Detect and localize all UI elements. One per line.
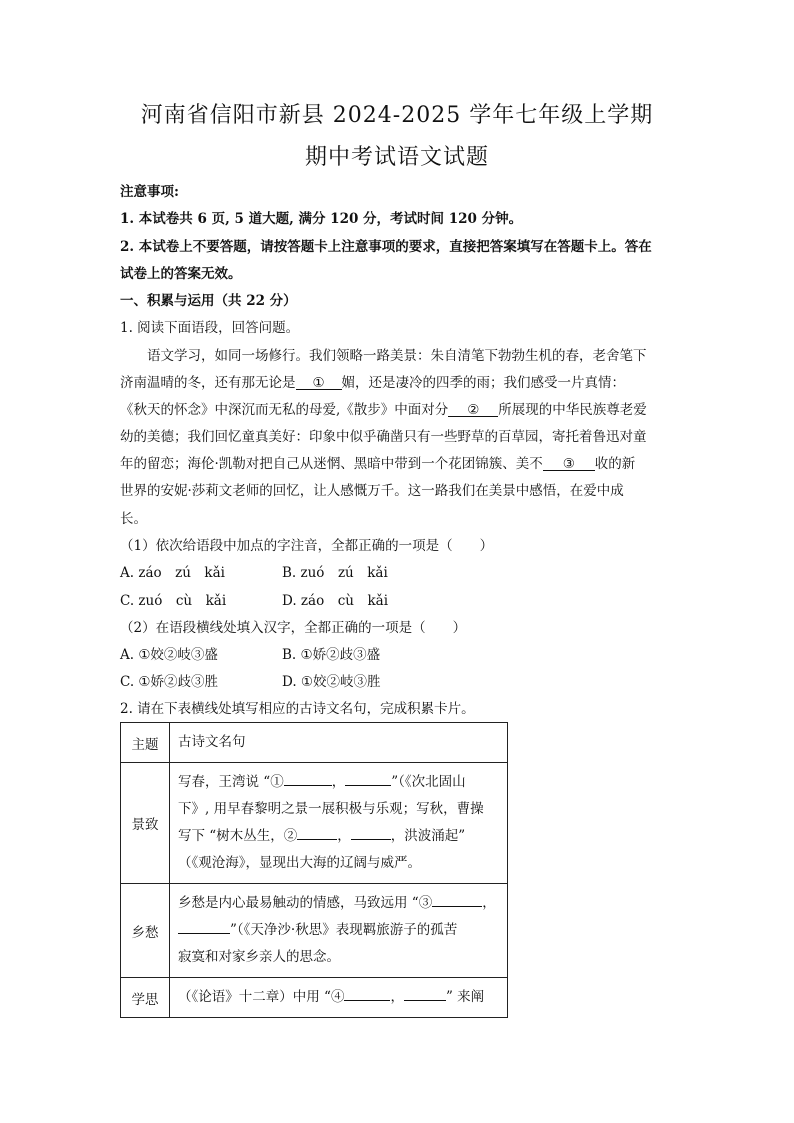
content-text: 写春，王湾说 “① (178, 774, 284, 790)
table-header-row (121, 723, 508, 763)
passage-line-2 (120, 371, 680, 391)
answer-blank (351, 825, 391, 840)
content-text: （《论语》十二章）中用 “④ (178, 989, 345, 1005)
answer-blank (284, 771, 332, 786)
passage-text: 媚，还是凄冷的四季的雨；我们感受一片真情： (341, 375, 625, 391)
content-line (178, 769, 499, 796)
notes-heading: 注意事项: (120, 184, 179, 200)
content-text: ” 来阐 (445, 989, 485, 1005)
row-content-scenery (170, 763, 508, 884)
note-2-line2: 试卷上的答案无效。 (120, 266, 242, 282)
passage-text: 《秋天的怀念》中深沉而无私的母爱,《散步》中面对分 (120, 402, 449, 418)
sub-question-1: （1）依次给语段中加点的字注音，全都正确的一项是（ ） (120, 538, 494, 554)
sub2-option-b: B. ①娇②歧③盛 (282, 647, 381, 663)
passage-text: 济南温晴的冬，还有那无论是 (120, 375, 296, 391)
sub2-option-a: A. ①姣②岐③盛 (120, 647, 218, 663)
content-text: ， (337, 828, 351, 844)
content-line: 寂寞和对家乡亲人的思念。 (178, 949, 340, 965)
content-line: （《观沧海》，显现出大海的辽阔与威严。 (178, 855, 421, 871)
sub2-option-d: D. ①姣②岐③胜 (282, 674, 381, 690)
passage-line-3 (120, 398, 680, 418)
sub1-option-a: A. záo zú kǎi (120, 565, 225, 581)
passage-line-1: 语文学习，如同一场修行。我们领略一路美景：朱自清笔下勃勃生机的春，老舍笔下 (147, 348, 647, 364)
table-header-lines: 古诗文名句 (170, 723, 508, 763)
content-line (178, 823, 499, 850)
passage-text: 所展现的中华民族尊老爱 (498, 402, 647, 418)
table-row (121, 978, 508, 1018)
passage-text: 年的留恋；海伦·凯勒对把自己从迷惘、黑暗中带到一个花团锦簇、美不 (120, 456, 543, 472)
note-1: 1. 本试卷共 6 页, 5 道大题, 满分 120 分，考试时间 120 分钟。 (120, 211, 523, 227)
content-text: ， (390, 989, 404, 1005)
content-line (178, 917, 499, 944)
content-text: ， (331, 774, 346, 790)
content-text: 写下 “树木丛生，② (178, 828, 298, 844)
content-line: 下》, 用早春黎明之景一展积极与乐观；写秋，曹操 (178, 801, 484, 817)
answer-blank (344, 986, 390, 1001)
passage-line-5 (120, 452, 680, 472)
answer-blank (345, 771, 391, 786)
passage-line-6: 世界的安妮·莎莉文老师的回忆，让人感慨万千。这一路我们在美景中感悟，在爱中成 (120, 483, 624, 499)
blank-2 (448, 402, 498, 417)
row-content-homesick (170, 884, 508, 978)
passage-line-4: 幼的美德；我们回忆童真美好：印象中似乎确凿只有一些野草的百草园，寄托着鲁迅对童 (120, 429, 647, 445)
content-text: ”（《次北固山 (391, 774, 466, 790)
content-line (178, 984, 499, 1011)
row-content-study (170, 978, 508, 1018)
sub2-option-c: C. ①娇②歧③胜 (120, 674, 219, 690)
row-topic-homesick: 乡愁 (121, 884, 170, 978)
passage-text: 收的新 (594, 456, 636, 472)
content-text: ”（《天净沙·秋思》表现羁旅游子的孤苦 (230, 922, 458, 938)
row-topic-study: 学思 (121, 978, 170, 1018)
question-1: 1. 阅读下面语段，回答问题。 (120, 320, 300, 336)
content-text: 乡愁是内心最易触动的情感，马致远用 “③ (178, 895, 433, 911)
section-1-heading: 一、积累与运用（共 22 分） (120, 293, 297, 309)
sub-question-2: （2）在语段横线处填入汉字，全都正确的一项是（ ） (120, 620, 467, 636)
blank-marker: ② (467, 402, 480, 418)
content-text: ， (482, 895, 496, 911)
sub1-option-c: C. zuó cù kǎi (120, 593, 227, 609)
content-line (178, 890, 499, 917)
poetry-card-table (120, 722, 508, 1018)
note-2-line1: 2. 本试卷上不要答题，请按答题卡上注意事项的要求，直接把答案填写在答题卡上。答在 (120, 239, 652, 255)
exam-title-line2: 期中考试语文试题 (304, 145, 489, 170)
answer-blank (297, 825, 337, 840)
blank-marker: ③ (562, 456, 575, 472)
exam-title-line1: 河南省信阳市新县 2024-2025 学年七年级上学期 (140, 103, 654, 128)
table-row (121, 763, 508, 884)
question-2: 2. 请在下表横线处填写相应的古诗文名句，完成积累卡片。 (120, 701, 475, 717)
answer-blank (178, 919, 230, 934)
blank-3 (543, 456, 595, 471)
sub1-option-d: D. záo cù kǎi (282, 593, 389, 609)
answer-blank (404, 986, 446, 1001)
answer-blank (432, 892, 482, 907)
table-header-topic: 主题 (121, 723, 170, 763)
content-text: ，洪波涌起” (390, 828, 466, 844)
blank-marker: ① (312, 375, 325, 391)
sub1-option-b: B. zuó zú kǎi (282, 565, 388, 581)
blank-1 (296, 375, 342, 390)
passage-line-7: 长。 (120, 511, 147, 527)
table-row (121, 884, 508, 978)
row-topic-scenery: 景致 (121, 763, 170, 884)
